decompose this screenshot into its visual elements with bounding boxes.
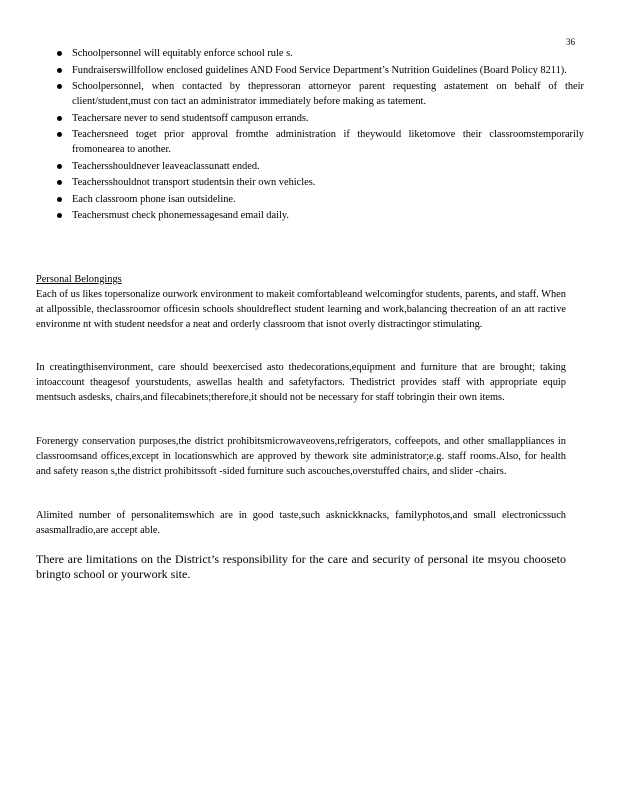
paragraph: Alimited number of personalitemswhich are in good taste,such asknickknacks, familyphotos,and small electronicssuch asasmallradio,are accept able.	[36, 510, 566, 536]
bullet-text: Teachersare never to send studentsoff campuson errands.	[72, 112, 309, 124]
bullet-icon	[57, 132, 62, 137]
bullet-icon	[57, 84, 62, 89]
page-number: 36	[566, 37, 575, 47]
bullet-item	[36, 159, 584, 174]
paragraph: There are limitations on the District’s responsibility for the care and security of personal ite msyou chooseto bringto school or yourwork site.	[36, 552, 566, 581]
bullet-icon	[57, 68, 62, 73]
bullet-item	[36, 192, 584, 207]
bullet-text: Schoolpersonnel will equitably enforce school rule s.	[72, 48, 293, 59]
personal-belongings-intro	[36, 272, 566, 332]
bullet-text: Teachersshouldnever leaveaclassunatt ended.	[72, 160, 260, 172]
bullet-item	[36, 63, 584, 78]
bullet-icon	[57, 180, 62, 185]
bullet-text: Teachersmust check phonemessagesand email daily.	[72, 210, 290, 221]
bullet-item	[36, 175, 584, 190]
bullet-icon	[57, 197, 62, 202]
bullet-text: Fundraiserswillfollow enclosed guidelines AND Food Service Department’s Nutrition Guidelines (Board Policy 8211).	[72, 64, 567, 76]
bullet-icon	[57, 116, 62, 121]
paragraph: Forenergy conservation purposes,the district prohibitsmicrowaveovens,refrigerators, coffeepots, and other smallappliances in classroomsand offices,except in locationswhich are approved by thework site administrator;e.g. staff rooms.Also, for health and safety reason s,the district prohibitssoft -sided furniture such ascouches,overstuffed chairs, and slider -chairs.	[36, 436, 566, 477]
bullet-icon	[57, 213, 62, 218]
bullet-text: Teachersneed toget prior approval fromthe administration if theywould liketomove their classroomstemporarily fromonearea to another.	[72, 129, 584, 155]
rules-bullet-list	[36, 46, 584, 225]
bullet-icon	[57, 164, 62, 169]
bullet-text: Teachersshouldnot transport studentsin their own vehicles.	[72, 177, 316, 188]
bullet-item	[36, 127, 584, 157]
section-heading: Personal Belongings	[36, 274, 122, 285]
paragraph: Each of us likes topersonalize ourwork environment to makeit comfortableand welcomingfor students, parents, and staff. When at allpossible, theclassroomor officesin schools shouldreflect student learning and work,balancing thecreation of an att ractive environme nt with student needsfor a neat and orderly classroom that isnot overly distractingor stimulating.	[36, 289, 566, 330]
bullet-item	[36, 111, 584, 126]
bullet-item	[36, 79, 584, 109]
bullet-icon	[57, 51, 62, 56]
bullet-text: Schoolpersonnel, when contacted by thepressoran attorneyor parent requesting astatement on behalf of their client/student,must con tact an administrator immediately before making as tatement.	[72, 81, 584, 107]
bullet-item	[36, 208, 584, 223]
bullet-item	[36, 46, 584, 61]
paragraph: In creatingthisenvironment, care should beexercised asto thedecorations,equipment and furniture that are brought; taking intoaccount theagesof yourstudents, aswellas health and safetyfactors. Thedistrict provides staff with appropriate equip mentsuch asdesks, chairs,and filecabinets;therefore,it should not be necessary for staff tobringin their own items.	[36, 362, 566, 403]
bullet-text: Each classroom phone isan outsideline.	[72, 193, 236, 205]
